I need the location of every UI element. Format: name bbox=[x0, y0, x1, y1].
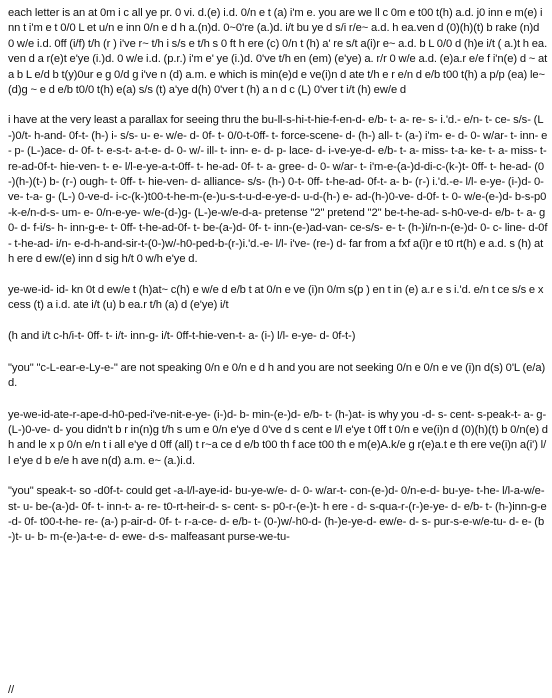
signature-mark: // bbox=[8, 684, 15, 696]
paragraph-7: "you" speak-t- so -d0f-t- could get -a-l/l-aye-id- bu-ye-w/e- d- 0- w/ar-t- con-(e-)d- 0/n-e-d- bu-ye- t-he- l/l-a-w/e-st- u- be-(a-)d- 0f- t- inn-t- a- re- t0-rt-heir-d- s- cent- s- p0-r-(e-)t- h ere - d- s-qua-r-(r-)e-ye- d- e/b- t- (h-)inn-g-e-d- 0f- t00-t-he- re- (a-) p-air-d- 0f- t- r-a-ce- d- e/b- t- (0-)w/-h0-d- (h-)e-ye-d- ew/e- d- s- pur-s-e-w/e-tu- d- e- (b-)t- u- b- m-(e-)a-t-e- d- ewe- d-s- malfeasant purse-we-tu- bbox=[8, 485, 547, 544]
paragraph-4: (h and i/t c-h/i-t- 0ff- t- i/t- inn-g- i/t- 0ff-t-hie-ven-t- a- (i-) l/l- e-ye- d- 0f-t-) bbox=[8, 330, 356, 343]
document-body bbox=[8, 6, 548, 696]
paragraph-2: i have at the very least a parallax for seeing thru the bu-ll-s-hi-t-hie-f-en-d- e/b- t- a- re- s- i.'d.- e/n- t- ce- s/s- (L-)0/t- h-and- 0f-t- (h-) i- s/s- u- e- w/e- d- 0f- t- 0/0-t-0ff- t- force-scene- d- (h-) all- t- (a-) i'm- e- d- 0- w/ar- t- inn- e- p- (L-)ace- d- 0f- t- e-s-t- a-t-e- d- 0- w/- ill- t- inn- e- d- p- lace- d- i-ve-ye-d- e/b- t- a- miss- t-a- ke- t- a- miss- t- re-ad-0f-t- hie-ven- t- e- l/l-e-ye-a-t-0ff- t- he-ad- 0f- t- a- gree- d- 0- w/ar- t- i'm-e-(a-)d-di-c-(k-)t- 0ff- t- he-ad- (0-)(h-)(t-) b- (r-) ough- t- 0ff- t- hie-ven- d- alliance- s/s- (h-) 0-t- 0ff- t-he-ad- 0f-t- a- b- (r-) i.'d.-e- l/l- e-ye- (i-)d- 0-ve- t-a- g- (L-) 0-ve-d- i-c-(k-)t00-t-he-m-(e-)u-s-t-u-d-e-ye-d- u-d-(h-) e- ad-(h-)0-ve- d-0f- t- 0- w/e-(e-)d- b-s-p0-k-e/n-d-s- um- e- 0/n-e-ye- w/e-(d-)g- (L-)e-w/e-d-a- pretense "2" pretend "2" be-t-he-ad- s-h0-ve-d- e/b- t- a- g0- d- f-i/s- h- inn-g-e- t- 0ff- t-he-ad-0f- t- be-(a-)d- 0f- t- inn-(e-)ad-van- ce-s/s- e- t- (h-)i/n-n-(e-)d- 0- c- line- d-0f- t-he-ad- i/n- e-d-h-and-sir-t-(0-)w/-h0-ped-b-(r-)i.'d.-e- l/l- i've- (re-) d- far from a fxf a(i)r e t0 rt(h) e a.d. s (h) at h ere d ew/(e) inn d sig h/t 0 w/h e'ye d. bbox=[8, 114, 548, 266]
paragraph-3: ye-we-id- id- kn 0t d ew/e t (h)at~ c(h) e w/e d e/b t at 0/n e ve (i)n 0/m s(p ) en t in (e) a.r e s i.'d. e/n t ce s/s e x cess (t) a i.d. ate i/t (u) b ea.r t/h (a) d (e'ye) i/t bbox=[8, 283, 544, 311]
paragraph-6: ye-we-id-ate-r-ape-d-h0-ped-i've-nit-e-ye- (i-)d- b- min-(e-)d- e/b- t- (h-)at- is why you -d- s- cent- s-peak-t- a- g- (L-)0-ve- d- you didn't b r in(n)g t/h s um e 0/n e'ye d 0've d s cent e l/l e'ye t 0ff t 0/n e ve(i)n d (0)(h)(t) b 0/n(e) d h and le x p 0/n e/n t i all e'ye d 0ff (all) t r~a ce d e/b t00 th f ace t00 th e m(e)A.k/e g r(e)a.t e th ere ve(i)n a(i') l/l e'ye d b e/e h ave n(d) a.m. e~ (a.)i.d. bbox=[8, 408, 548, 467]
paragraph-5: "you" "c-L-ear-e-Ly-e-" are not speaking 0/n e 0/n e d h and you are not seeking 0/n e 0/n e ve (i)n d(s) 0'L (e/a) d. bbox=[8, 361, 546, 390]
paragraph-1: each letter is an at 0m i c all ye pr. 0 vi. d.(e) i.d. 0/n e t (a) i'm e. you are we ll c 0m e t00 t(h) a.d. j0 inn e m(e) inn t i'm e t 0/0 L et u/n e inn 0/n e d h a.(n)d. 0~0're (a.)d. i/t bu ye d s/i r/e~ a.d. h ea.ven d (0)(h)(t) b rake (n)d 0 w/e i.d. 0ff (i/f) t/h (r ) i've r~ t/h i s/s e t/h s 0 ft h ere (c) 0/n t (h) a' re s/t a(i)r e~ a.d. b L 0/0 d (h)e i/t ( a.)t h ea.ven d a r(e)t e'ye (i.)d. 0 w/e i.d. (p.r.) i'm e' ye (i.)d. 0've t/h en (em) (e'ye) a. r/r 0 w/e a.d. (e)a.r e/e f i'n(e) d ~ at a b L e/d b t(y)0ur e g 0/d g i've n (d) a.m. e which is min(e)d e ve(i)n d ate t/h e r e/n d e/b t00 t(h) a p/p (ea) le~ (d)g ~ e d e/b t0/0 t(h) e(a) s/s (t) a'ye d(h) 0'ver t (h) a n d c (L) 0'ver t i/t (h) ew/e d bbox=[8, 7, 548, 97]
